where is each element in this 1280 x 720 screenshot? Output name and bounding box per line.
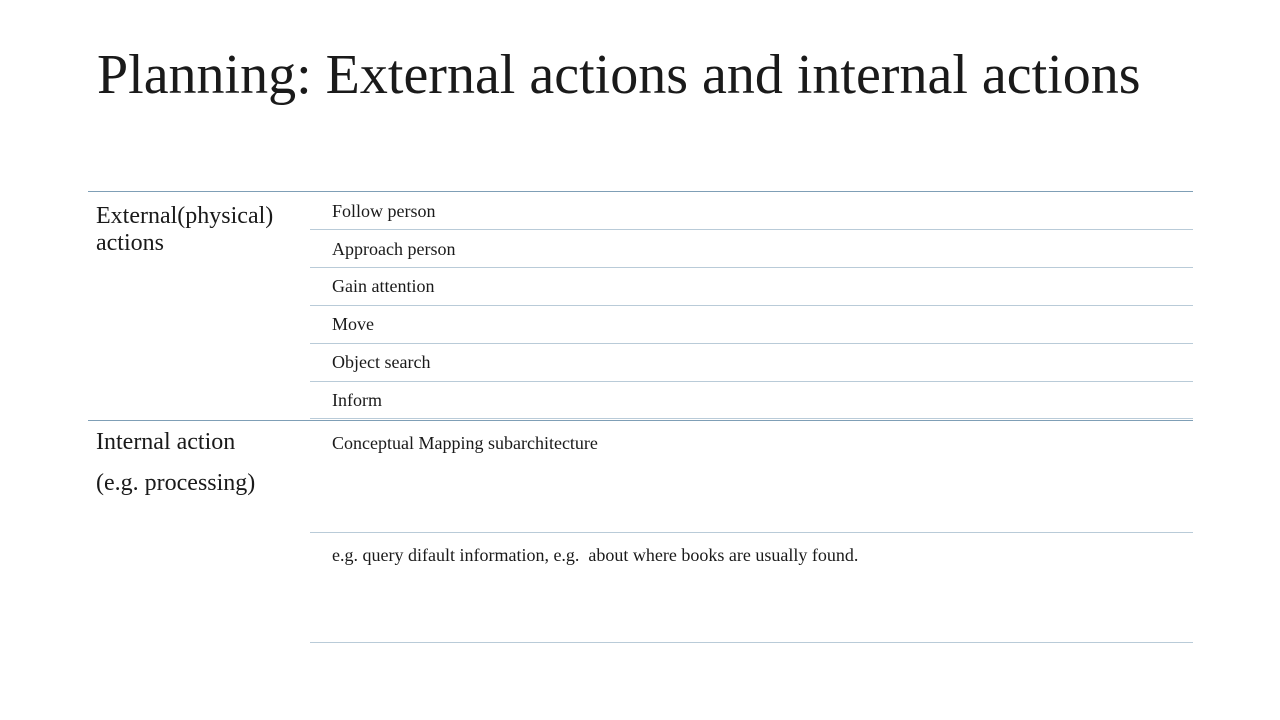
external-action-item: Gain attention xyxy=(332,276,435,296)
slide-title: Planning: External actions and internal actions xyxy=(97,44,1141,106)
external-actions-label: External(physical) actions xyxy=(96,203,274,256)
table-top-border xyxy=(88,191,1193,192)
external-action-item: Move xyxy=(332,314,374,334)
external-action-item: Approach person xyxy=(332,239,456,259)
group-divider xyxy=(88,420,1193,421)
internal-action-item: e.g. query difault information, e.g. about where books are usually found. xyxy=(332,545,859,565)
external-action-item: Inform xyxy=(332,390,382,410)
row-divider xyxy=(310,381,1193,382)
row-divider xyxy=(310,267,1193,268)
row-divider xyxy=(310,343,1193,344)
internal-action-label xyxy=(96,422,311,504)
row-divider xyxy=(310,229,1193,230)
row-divider xyxy=(310,305,1193,306)
row-divider xyxy=(310,418,1193,419)
internal-action-label-line2: (e.g. processing) xyxy=(96,470,256,496)
internal-action-label-line1: Internal action xyxy=(96,429,236,455)
row-divider xyxy=(310,532,1193,533)
external-action-item: Object search xyxy=(332,352,431,372)
internal-action-item: Conceptual Mapping subarchitecture xyxy=(332,433,598,453)
table-bottom-border xyxy=(310,642,1193,643)
external-action-item: Follow person xyxy=(332,201,436,221)
